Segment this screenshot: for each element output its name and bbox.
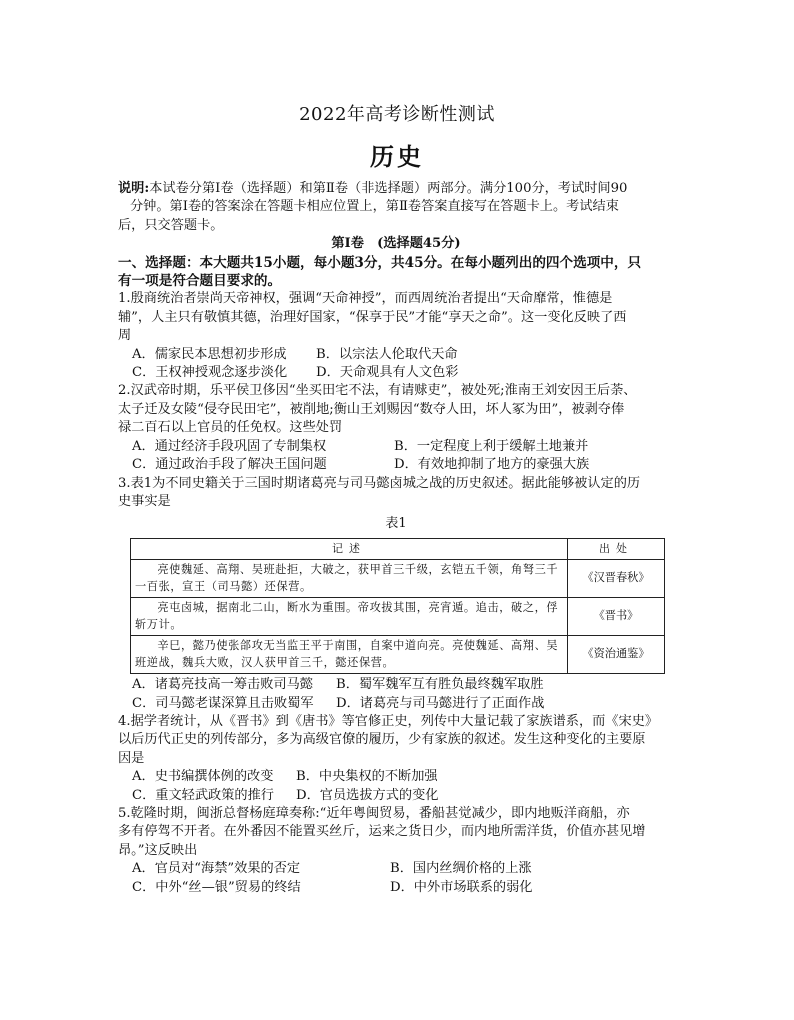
question-3 — [118, 475, 674, 714]
option-d: D．中外市场联系的弱化 — [390, 879, 533, 895]
question-text: 多有停驾不开者。在外番因不能置买丝斤，运来之货日少，而内地所需洋货，价值亦甚见增 — [118, 824, 646, 840]
option-row — [118, 768, 674, 786]
header-source: 出处 — [568, 538, 665, 560]
instructions — [118, 180, 674, 235]
subject-title: 历史 — [370, 142, 424, 171]
question-text: 4.据学者统计，从《晋书》到《唐书》等官修正史，列传中大量记载了家族谱系，而《宋史》 — [118, 714, 659, 730]
option-a: A．通过经济手段巩固了专制集权 — [132, 438, 327, 454]
option-a: A．儒家民本思想初步形成 — [132, 346, 287, 362]
question-2 — [118, 382, 674, 474]
question-text: 1.殷商统治者崇尚天帝神权，强调“天命神授”，而西周统治者提出“天命靡常，惟德是 — [118, 291, 613, 307]
question-text: 昂。”这反映出 — [118, 842, 198, 858]
option-row — [118, 695, 674, 713]
option-row — [118, 438, 674, 456]
question-text: 以后历代正史的列传部分，多为高级官僚的履历，少有家族的叙述。发生这种变化的主要原 — [118, 732, 646, 748]
option-a: A．诸葛亮技高一筹击败司马懿 — [132, 677, 313, 693]
section-heading: 一、选择题：本大题共15小题，每小题3分，共45分。在每小题列出的四个选项中，只 — [118, 254, 642, 271]
question-5 — [118, 805, 674, 897]
record-cell: 亮屯卤城，据南北二山，断水为重围。帝攻拔其围，亮宵遁。追击，破之，俘斩万计。 — [131, 598, 568, 636]
record-cell: 亮使魏延、高翔、吴班赴拒，大破之，获甲首三千级，玄铠五千领，角弩三千一百张，宣王（司马懿）还保营。 — [131, 560, 568, 598]
question-text: 因是 — [118, 750, 145, 766]
option-d: D．诸葛亮与司马懿进行了正面作战 — [336, 695, 545, 711]
record-cell: 辛巳，懿乃使张郃攻无当监王平于南围，自案中道向亮。亮使魏延、高翔、吴班逆战，魏兵大败，汉人获甲首三千，懿还保营。 — [131, 636, 568, 674]
option-row — [118, 346, 674, 364]
part1-heading: 第Ⅰ卷 (选择题45分) — [331, 236, 461, 252]
option-d: D．有效地抑制了地方的豪强大族 — [394, 457, 590, 473]
question-text: 太子迁及女陵“侵夺民田宅”，被削地;衡山王刘赐因“数夺人田，坏人冢为田”，被剥夺俸 — [118, 401, 625, 417]
option-row — [118, 456, 674, 474]
option-c: C．王权神授观念逐步淡化 — [132, 365, 288, 381]
option-row — [118, 364, 674, 382]
option-row — [118, 676, 674, 694]
option-row — [118, 879, 674, 897]
exam-content — [118, 180, 674, 897]
option-b: B．蜀军魏军互有胜负最终魏军取胜 — [336, 677, 544, 693]
history-records-table — [130, 538, 665, 675]
option-b: B．中央集权的不断加强 — [296, 769, 438, 785]
instructions-line: 后，只交答题卡。 — [118, 217, 224, 233]
table-row — [131, 560, 665, 598]
option-b: B．国内丝绸价格的上涨 — [390, 861, 532, 877]
question-text: 禄二百石以上官员的任免权。这些处罚 — [118, 420, 343, 436]
instructions-label: 说明: — [118, 181, 150, 196]
question-text: 周 — [118, 328, 132, 344]
instructions-line: 本试卷分第Ⅰ卷（选择题）和第Ⅱ卷（非选择题）两部分。满分100分，考试时间90 — [149, 181, 628, 196]
option-a: A．史书编撰体例的改变 — [132, 769, 274, 785]
header-record: 记述 — [131, 538, 568, 560]
instructions-line: 分钟。第Ⅰ卷的答案涂在答题卡相应位置上，第Ⅱ卷答案直接写在答题卡上。考试结束 — [130, 199, 619, 215]
question-text: 2.汉武帝时期，乐平侯卫侈因“坐买田宅不法，有请赇吏”，被处死;淮南王刘安因王后荼、 — [118, 383, 637, 399]
section-heading: 有一项是符合题目要求的。 — [118, 273, 282, 290]
option-row — [118, 787, 674, 805]
option-c: C．通过政治手段了解决王国问题 — [132, 457, 327, 473]
question-1 — [118, 290, 674, 382]
question-4 — [118, 713, 674, 805]
source-cell: 《资治通鉴》 — [568, 636, 665, 674]
source-cell: 《晋书》 — [568, 598, 665, 636]
table-caption: 表1 — [385, 516, 407, 532]
table-row — [131, 636, 665, 674]
table-row — [131, 598, 665, 636]
source-cell: 《汉晋春秋》 — [568, 560, 665, 598]
option-d: D．官员选拔方式的变化 — [296, 787, 439, 803]
option-b: B．一定程度上利于缓解土地兼并 — [394, 438, 589, 454]
question-text: 3.表1为不同史籍关于三国时期诸葛亮与司马懿卤城之战的历史叙述。据此能够被认定的历 — [118, 475, 641, 491]
option-b: B．以宗法人伦取代天命 — [316, 346, 458, 362]
option-c: C．司马懿老谋深算且击败蜀军 — [132, 695, 314, 711]
option-row — [118, 860, 674, 878]
exam-title: 2022年高考诊断性测试 — [299, 104, 495, 125]
question-text: 史事实是 — [118, 493, 171, 509]
table-header-row — [131, 538, 665, 560]
option-d: D．天命观具有人文色彩 — [316, 365, 459, 381]
option-c: C．中外“丝—银”贸易的终结 — [132, 879, 301, 895]
option-c: C．重文轻武政策的推行 — [132, 787, 274, 803]
question-text: 辅”，人主只有敬慎其德，治理好国家，“保享于民”才能“享天之命”。这一变化反映了西 — [118, 309, 627, 325]
option-a: A．官员对“海禁”效果的否定 — [132, 861, 301, 877]
question-text: 5.乾隆时期，闽浙总督杨庭璋奏称:“近年粤闽贸易，番船甚觉减少，即内地贩洋商船，亦 — [118, 806, 630, 822]
